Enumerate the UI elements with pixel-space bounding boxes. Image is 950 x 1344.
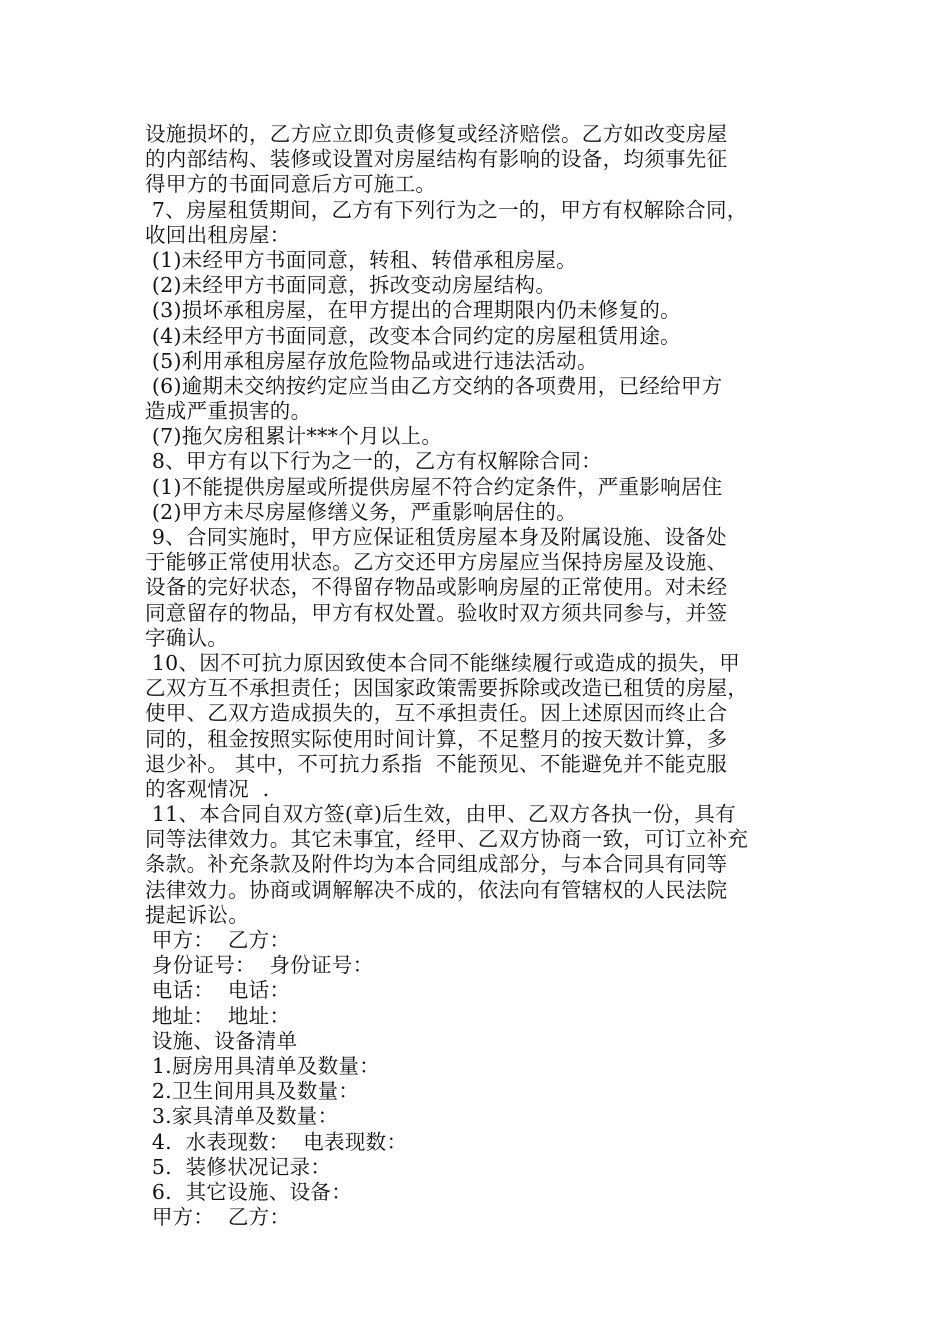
text-line: 于能够正常使用状态。乙方交还甲方房屋应当保持房屋及设施、 (145, 550, 728, 575)
id-number-line: 身份证号： 身份证号： (145, 953, 374, 978)
clause-item: (6)逾期未交纳按约定应当由乙方交纳的各项费用，已经给甲方 (145, 373, 723, 398)
signature-party-line: 甲方： 乙方： (145, 1205, 291, 1230)
address-line: 地址： 地址： (145, 1003, 291, 1028)
clause-item: (2)未经甲方书面同意，拆改变动房屋结构。 (145, 273, 557, 298)
phone-line: 电话： 电话： (145, 978, 291, 1003)
text-line: 条款。补充条款及附件均为本合同组成部分，与本合同具有同等 (145, 852, 728, 877)
text-line: 同意留存的物品，甲方有权处置。验收时双方须共同参与，并签 (145, 600, 728, 625)
text-line: 字确认。 (145, 625, 229, 650)
text-line: 得甲方的书面同意后方可施工。 (145, 172, 437, 197)
equipment-list-item: 5. 装修状况记录： (145, 1154, 332, 1179)
text-line: 设备的完好状态，不得留存物品或影响房屋的正常使用。对未经 (145, 575, 728, 600)
equipment-list-title: 设施、设备清单 (145, 1028, 298, 1053)
clause-9-heading: 9、合同实施时，甲方应保证租赁房屋本身及附属设施、设备处 (145, 525, 727, 549)
equipment-list-item: 2.卫生间用具及数量： (145, 1079, 360, 1104)
text-line: 同的，租金按照实际使用时间计算，不足整月的按天数计算，多 (145, 726, 728, 751)
clause-7-heading: 7、房屋租赁期间，乙方有下列行为之一的，甲方有权解除合同， (145, 197, 748, 222)
text-line: 提起诉讼。 (145, 902, 249, 927)
clause-item: (2)甲方未尽房屋修缮义务，严重影响居住的。 (145, 499, 577, 524)
text-line: 乙双方互不承担责任；因国家政策需要拆除或改造已租赁的房屋， (145, 676, 749, 701)
signature-party-line: 甲方： 乙方： (145, 928, 291, 952)
text-line: 使甲、乙双方造成损失的，互不承担责任。因上述原因而终止合 (145, 701, 728, 726)
clause-11-heading: 11、本合同自双方签(章)后生效，由甲、乙双方各执一份，具有 (145, 802, 736, 827)
text-line: 退少补。 其中，不可抗力系指 不能预见、不能避免并不能克服 (145, 751, 728, 776)
clause-item: (7)拖欠房租累计***个月以上。 (145, 424, 443, 449)
text-line: 的内部结构、装修或设置对房屋结构有影响的设备，均须事先征 (145, 147, 728, 172)
text-line: 同等法律效力。其它未事宜，经甲、乙双方协商一致，可订立补充 (145, 827, 749, 852)
document-body (145, 122, 815, 1230)
text-line: 的客观情况 . (145, 776, 270, 801)
clause-item: (3)损坏承租房屋，在甲方提出的合理期限内仍未修复的。 (145, 298, 681, 323)
equipment-list-item: 1.厨房用具清单及数量： (145, 1053, 380, 1078)
equipment-list-item: 6. 其它设施、设备： (145, 1179, 353, 1204)
clause-10-heading: 10、因不可抗力原因致使本合同不能继续履行或造成的损失，甲 (145, 650, 741, 675)
text-line: 法律效力。协商或调解解决不成的，依法向有管辖权的人民法院 (145, 877, 728, 902)
equipment-list-item: 4. 水表现数： 电表现数： (145, 1129, 408, 1154)
clause-item: (5)利用承租房屋存放危险物品或进行违法活动。 (145, 348, 598, 373)
clause-item: (4)未经甲方书面同意，改变本合同约定的房屋租赁用途。 (145, 323, 681, 348)
equipment-list-item: 3.家具清单及数量： (145, 1104, 339, 1129)
text-line: 收回出租房屋： (145, 222, 291, 247)
text-line: 设施损坏的，乙方应立即负责修复或经济赔偿。乙方如改变房屋 (145, 122, 728, 146)
clause-8-heading: 8、甲方有以下行为之一的，乙方有权解除合同： (145, 449, 602, 474)
clause-item: (1)未经甲方书面同意，转租、转借承租房屋。 (145, 247, 577, 272)
text-line: 造成严重损害的。 (145, 399, 312, 424)
clause-item: (1)不能提供房屋或所提供房屋不符合约定条件，严重影响居住 (145, 474, 723, 499)
